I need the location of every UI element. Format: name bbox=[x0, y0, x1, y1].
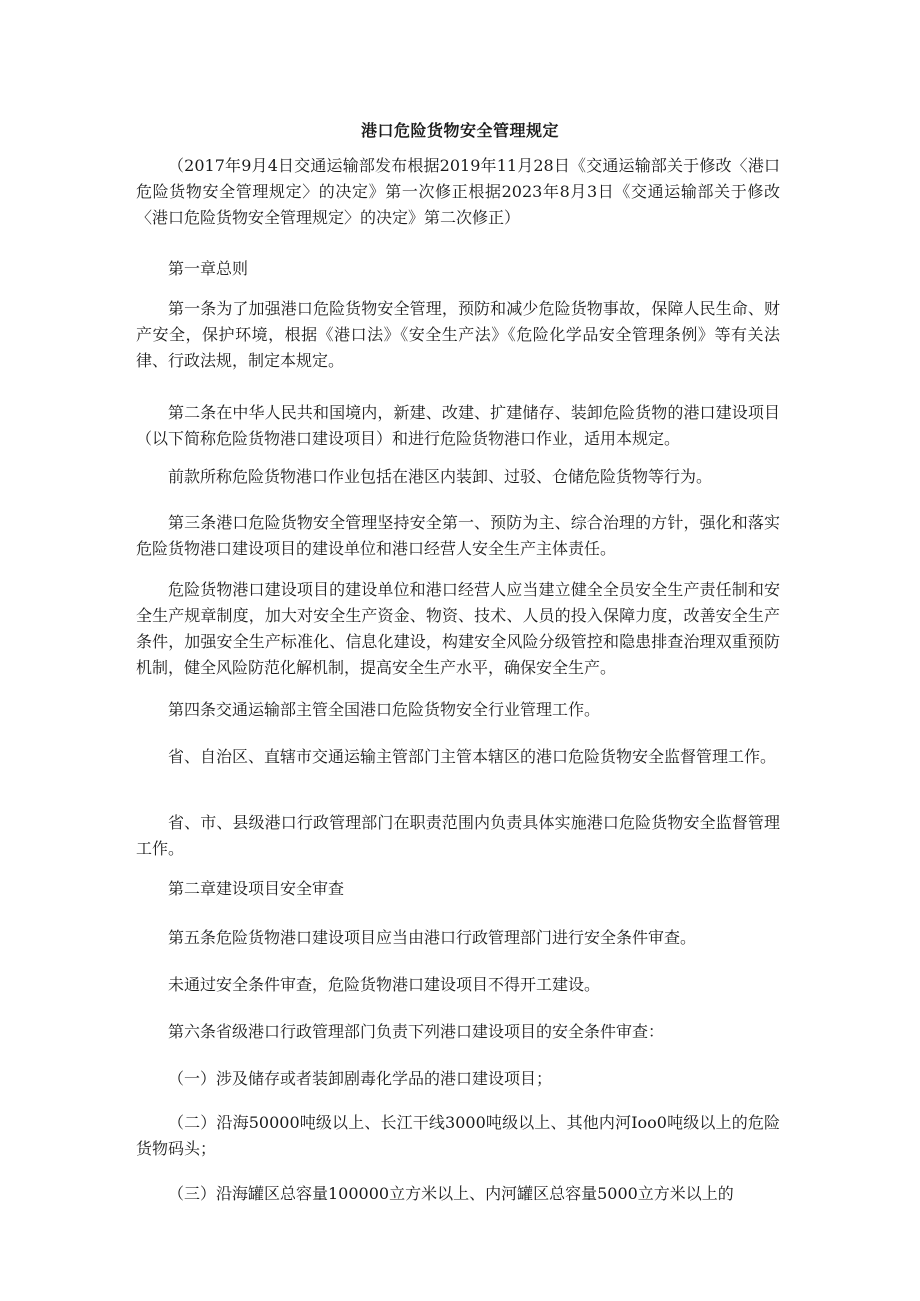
article-2: 第二条在中华人民共和国境内，新建、改建、扩建储存、装卸危险货物的港口建设项目（以下简称危险货物港口建设项目）和进行危险货物港口作业，适用本规定。 bbox=[136, 403, 780, 448]
article-6-item-2: （二）沿海50000吨级以上、长江干线3000吨级以上、其他内河Ioo0吨级以上的危险货物码头； bbox=[136, 1113, 780, 1158]
article-3-paragraph-2: 危险货物港口建设项目的建设单位和港口经营人应当建立健全全员安全生产责任制和安全生产规章制度，加大对安全生产资金、物资、技术、人员的投入保障力度，改善安全生产条件，加强安全生产标准化、信息化建设，构建安全风险分级管控和隐患排查治理双重预防机制，健全风险防范化解机制，提高安全生产水平，确保安全生产。 bbox=[136, 580, 780, 677]
article-3: 第三条港口危险货物安全管理坚持安全第一、预防为主、综合治理的方针，强化和落实危险货物港口建设项目的建设单位和港口经营人安全生产主体责任。 bbox=[136, 513, 780, 558]
article-5: 第五条危险货物港口建设项目应当由港口行政管理部门进行安全条件审查。 bbox=[168, 928, 697, 947]
article-5-paragraph-2: 未通过安全条件审查，危险货物港口建设项目不得开工建设。 bbox=[168, 975, 601, 994]
article-6-item-3: （三）沿海罐区总容量100000立方米以上、内河罐区总容量5000立方米以上的 bbox=[168, 1184, 734, 1203]
article-2-paragraph-2: 前款所称危险货物港口作业包括在港区内装卸、过驳、仓储危险货物等行为。 bbox=[168, 467, 713, 486]
chapter-heading-1: 第一章总则 bbox=[168, 259, 249, 278]
article-6: 第六条省级港口行政管理部门负责下列港口建设项目的安全条件审查： bbox=[168, 1022, 665, 1041]
article-6-item-1: （一）涉及储存或者装卸剧毒化学品的港口建设项目； bbox=[168, 1069, 553, 1088]
article-1: 第一条为了加强港口危险货物安全管理，预防和减少危险货物事故，保障人民生命、财产安全，保护环境，根据《港口法》《安全生产法》《危险化学品安全管理条例》等有关法律、行政法规，制定本规定。 bbox=[136, 299, 780, 370]
article-4-paragraph-3: 省、市、县级港口行政管理部门在职责范围内负责具体实施港口危险货物安全监督管理工作。 bbox=[136, 813, 780, 858]
chapter-heading-2: 第二章建设项目安全审查 bbox=[168, 879, 345, 898]
preamble: （2017年9月4日交通运输部发布根据2019年11月28日《交通运输部关于修改〈港口危险货物安全管理规定〉的决定》第一次修正根据2023年8月3日《交通运输部关于修改〈港口危险货物安全管理规定〉的决定》第二次修正） bbox=[136, 156, 780, 227]
article-4-paragraph-2: 省、自治区、直辖市交通运输主管部门主管本辖区的港口危险货物安全监督管理工作。 bbox=[168, 747, 777, 766]
document-title: 港口危险货物安全管理规定 bbox=[360, 121, 559, 140]
article-4: 第四条交通运输部主管全国港口危险货物安全行业管理工作。 bbox=[168, 700, 601, 719]
